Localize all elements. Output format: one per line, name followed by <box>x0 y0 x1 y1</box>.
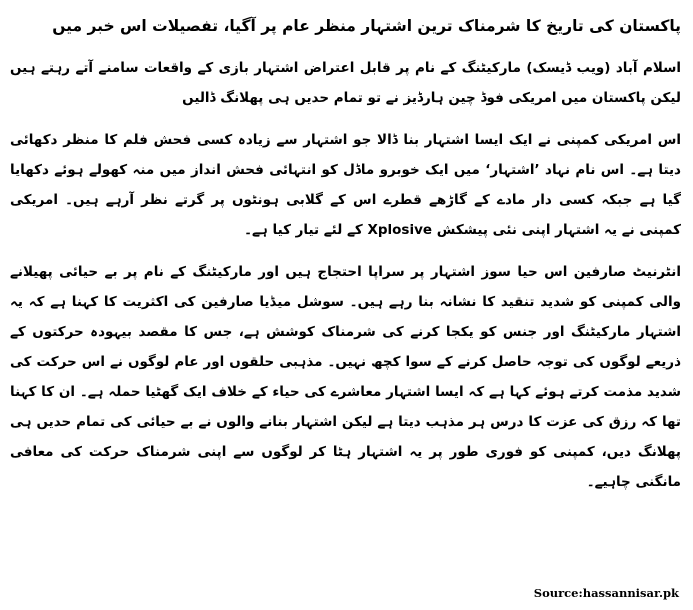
article <box>10 14 681 509</box>
article-paragraph-ad-description: اس امریکی کمپنی نے ایک ایسا اشتہار بنا ڈالا جو اشتہار سے زیادہ کسی فحش فلم کا منظر دکھائی دیتا ہے۔ اس نام نہاد ’اشتہار‘ میں ایک خوبرو ماڈل کو انتہائی فحش انداز میں منہ کھولے ہوئے دکھایا گیا ہے جبکہ کسی دار مادے کے گاڑھے قطرے اس کے گلابی ہونٹوں پر گرتے نظر آرہے ہیں۔ امریکی کمپنی نے یہ اشتہار اپنی نئی پیشکش Xplosive کے لئے تیار کیا ہے۔ <box>10 132 681 238</box>
source-credit: Source:hassannisar.pk <box>533 586 679 600</box>
article-paragraph-intro: اسلام آباد (ویب ڈیسک) مارکیٹنگ کے نام پر قابل اعتراض اشتہار بازی کے واقعات سامنے آتے رہتے ہیں لیکن پاکستان میں امریکی فوڈ چین ہارڈیز نے تو تمام حدیں ہی پھلانگ ڈالیں <box>10 60 681 106</box>
article-headline: پاکستان کی تاریخ کا شرمناک ترین اشتہار منظر عام پر آگیا، تفصیلات اس خبر میں <box>52 17 681 35</box>
article-paragraph-reaction: انٹرنیٹ صارفین اس حیا سوز اشتہار پر سراپا احتجاج ہیں اور مارکیٹنگ کے نام پر بے حیائی پھیلانے والی کمپنی کو شدید تنقید کا نشانہ بنا رہے ہیں۔ سوشل میڈیا صارفین کی اکثریت کا کہنا ہے کہ یہ اشتہار مارکیٹنگ اور جنس کو یکجا کرنے کی شرمناک کوشش ہے، جس کا مقصد بیہودہ حرکتوں کے ذریعے لوگوں کی توجہ حاصل کرنے کے سوا کچھ نہیں۔ مذہبی حلقوں اور عام لوگوں نے اس حرکت کی شدید مذمت کرتے ہوئے کہا ہے کہ ایسا اشتہار معاشرے کی حیاء کے خلاف ایک گھٹیا حملہ ہے۔ ان کا کہنا تھا کہ رزق کی عزت کا درس ہر مذہب دیتا ہے لیکن اشتہار بنانے والوں نے بے حیائی کی تمام حدیں ہی پھلانگ دیں، کمپنی کو فوری طور پر یہ اشتہار ہٹا کر لوگوں سے اپنی شرمناک حرکت کی معافی مانگنی چاہیے۔ <box>10 264 681 490</box>
